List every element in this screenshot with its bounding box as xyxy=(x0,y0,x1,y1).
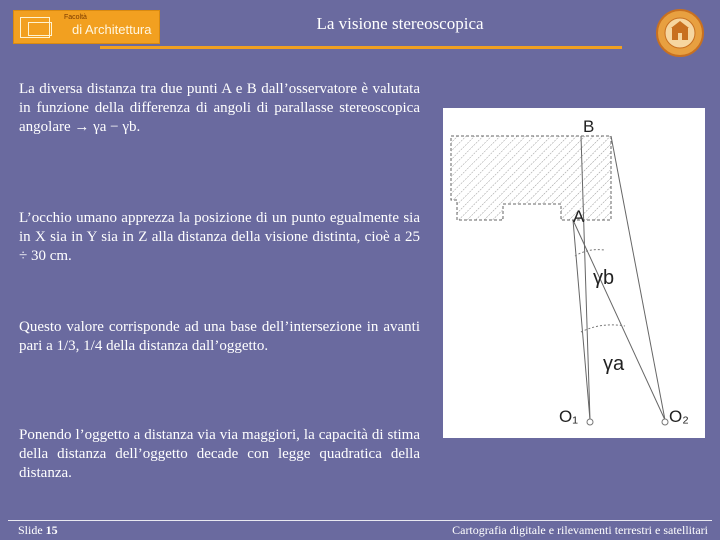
label-O1: O₁ xyxy=(559,407,578,426)
footer-divider xyxy=(8,520,712,521)
label-gamma-a: γa xyxy=(603,353,625,375)
label-O2: O₂ xyxy=(669,407,689,426)
logo-small-text: Facoltà xyxy=(64,14,87,21)
label-B: B xyxy=(583,117,595,136)
course-title: Cartografia digitale e rilevamenti terrestri e satellitari xyxy=(452,523,708,537)
paragraph-distance: Ponendo l’oggetto a distanza via via maggiori, la capacità di stima della distanza dell’oggetto decade con legge quadratica della distanza. xyxy=(19,427,420,481)
title-underline xyxy=(100,46,622,49)
slide-label: Slide xyxy=(18,523,43,537)
label-gamma-b: γb xyxy=(593,267,615,289)
logo-mark-inner xyxy=(28,22,52,36)
paragraph-base: Questo valore corrisponde ad una base dell’intersezione in avanti pari a 1/3, 1/4 della distanza dall’oggetto. xyxy=(19,319,420,354)
paragraph-human-eye: L’occhio umano apprezza la posizione di un punto egualmente sia in X sia in Y sia in Z alla distanza della visione distinta, cioè a 25 ÷ 30 cm. xyxy=(19,210,420,264)
arc-gamma-b xyxy=(575,250,605,256)
logo-main-text: di Architettura xyxy=(72,22,152,37)
eye-O2 xyxy=(662,419,668,425)
label-A: A xyxy=(573,207,585,226)
faculty-logo xyxy=(13,10,160,44)
paragraph-parallax: La diversa distanza tra due punti A e B dall’osservatore è valutata in funzione della differenza di angoli di parallasse stereoscopica angolare → γa − γb. xyxy=(19,81,420,135)
slide-title: La visione stereoscopica xyxy=(316,14,484,33)
line-B-O2 xyxy=(611,136,665,420)
eye-O1 xyxy=(587,419,593,425)
object-outline xyxy=(451,136,611,220)
line-A-O1 xyxy=(573,220,590,420)
parallax-diagram xyxy=(443,108,705,438)
university-seal-icon xyxy=(655,8,705,58)
slide-number-value: 15 xyxy=(45,523,58,537)
slide-number xyxy=(18,523,58,538)
